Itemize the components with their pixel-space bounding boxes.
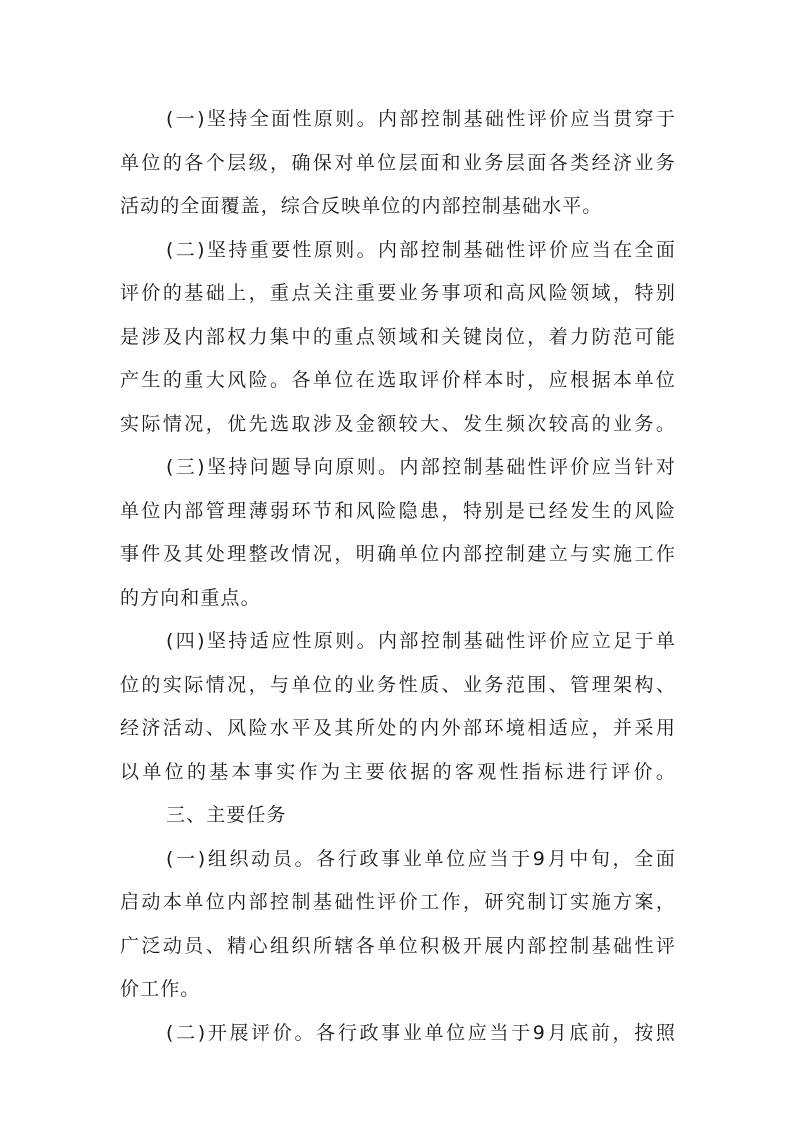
text-line: 活动的全面覆盖，综合反映单位的内部控制基础水平。	[120, 195, 603, 217]
text-line: (三)坚持问题导向原则。内部控制基础性评价应当针对	[166, 456, 676, 478]
text-line: 的方向和重点。	[120, 586, 261, 609]
text-line: 经济活动、风险水平及其所处的内外部环境相适应，并采用	[120, 717, 676, 739]
text-line: 启动本单位内部控制基础性评价工作，研究制订实施方案，	[120, 891, 676, 913]
text-line: 产生的重大风险。各单位在选取评价样本时，应根据本单位	[120, 369, 676, 391]
text-line: 单位的各个层级，确保对单位层面和业务层面各类经济业务	[120, 151, 676, 174]
text-line: 价工作。	[120, 978, 201, 1000]
text-line: (四)坚持适应性原则。内部控制基础性评价应立足于单	[166, 630, 676, 652]
text-line: 位的实际情况，与单位的业务性质、业务范围、管理架构、	[120, 673, 676, 696]
text-line: 评价的基础上，重点关注重要业务事项和高风险领域，特别	[120, 282, 676, 304]
text-line: 单位内部管理薄弱环节和风险隐患，特别是已经发生的风险	[120, 499, 676, 522]
text-line: (二)坚持重要性原则。内部控制基础性评价应当在全面	[166, 238, 676, 261]
text-line: 广泛动员、精心组织所辖各单位积极开展内部控制基础性评	[120, 934, 676, 957]
text-line: 实际情况，优先选取涉及金额较大、发生频次较高的业务。	[120, 412, 676, 435]
text-line: 是涉及内部权力集中的重点领域和关键岗位，着力防范可能	[120, 325, 676, 348]
text-line: (二)开展评价。各行政事业单位应当于9月底前，按照	[166, 1021, 676, 1044]
section-heading: 三、主要任务	[166, 804, 287, 826]
text-line: 事件及其处理整改情况，明确单位内部控制建立与实施工作	[120, 543, 676, 565]
text-line: 以单位的基本事实作为主要依据的客观性指标进行评价。	[120, 760, 676, 783]
document-body	[120, 104, 680, 1061]
text-line: (一)组织动员。各行政事业单位应当于9月中旬，全面	[166, 847, 676, 870]
text-line: (一)坚持全面性原则。内部控制基础性评价应当贯穿于	[166, 108, 676, 130]
